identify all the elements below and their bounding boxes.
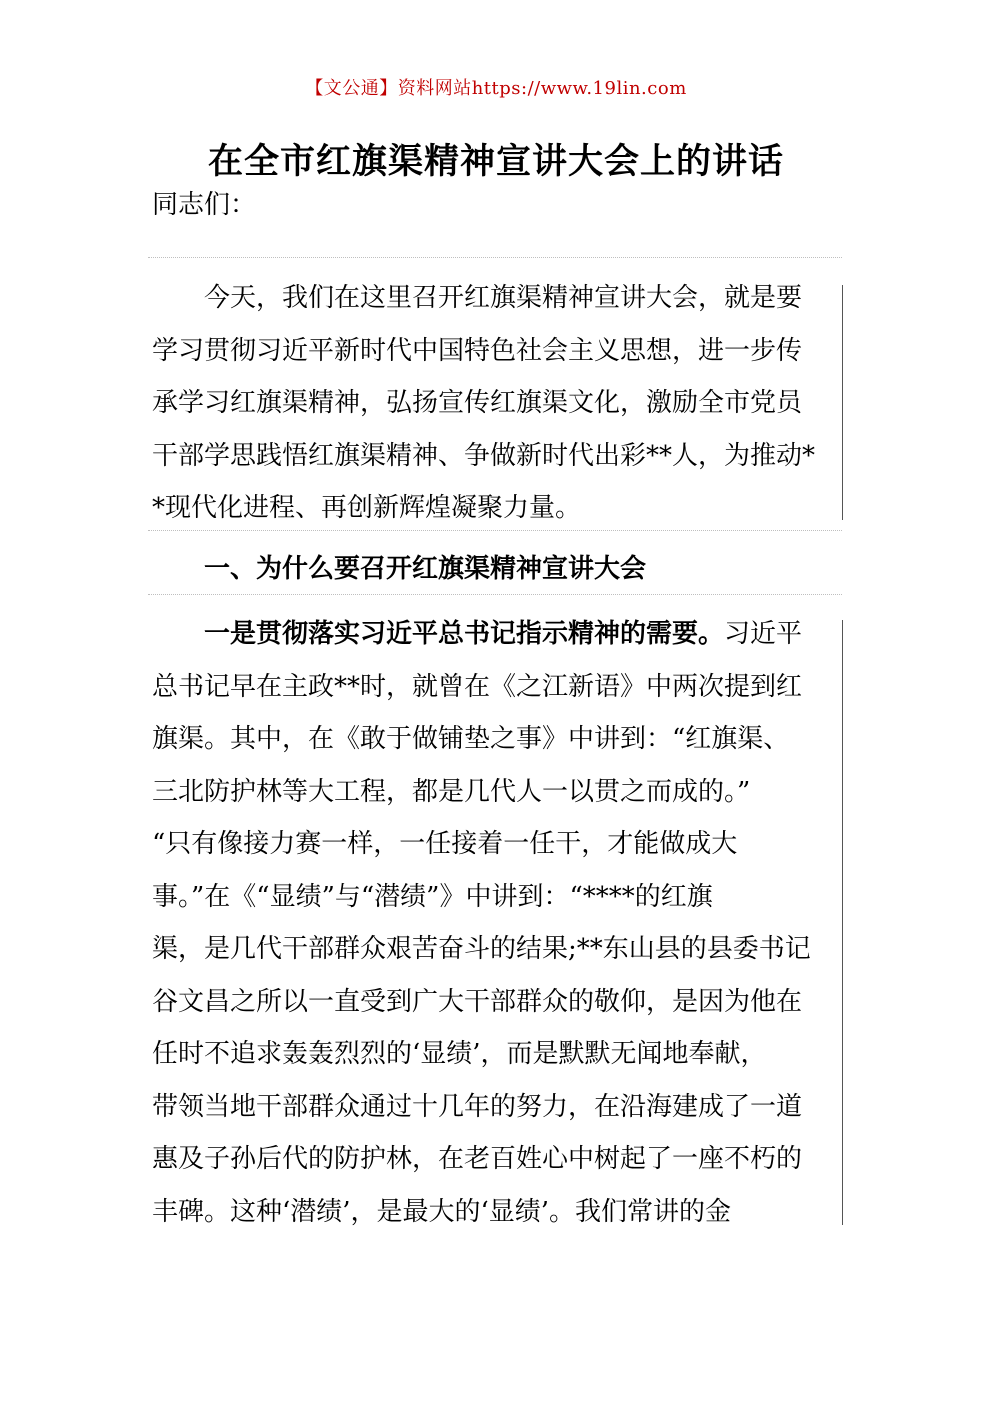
point1-line: 丰碑。这种‘潜绩’，是最大的‘显绩’。我们常讲的金 <box>152 1196 732 1227</box>
intro-paragraph <box>152 272 842 535</box>
paragraph-divider <box>148 257 842 258</box>
intro-line: 承学习红旗渠精神，弘扬宣传红旗渠文化，激励全市党员 <box>152 388 803 418</box>
point1-lead: 一是贯彻落实习近平总书记指示精神的需要。 <box>204 619 725 649</box>
document-title: 在全市红旗渠精神宣讲大会上的讲话 <box>207 141 784 182</box>
point1-line: 带领当地干部群众通过十几年的努力，在沿海建成了一道 <box>152 1091 803 1122</box>
intro-line: 干部学思践悟红旗渠精神、争做新时代出彩**人，为推动* <box>152 440 816 471</box>
point1-line: 任时不追求轰轰烈烈的‘显绩’，而是默默无闻地奉献， <box>152 1039 767 1069</box>
paragraph-divider <box>148 594 842 595</box>
paragraph-divider <box>148 530 842 531</box>
point1-line: 总书记早在主政**时，就曾在《之江新语》中两次提到红 <box>152 671 803 702</box>
point1-line: 惠及子孙后代的防护林，在老百姓心中树起了一座不朽的 <box>152 1144 803 1174</box>
greeting: 同志们： <box>152 190 257 220</box>
point1-line: 三北防护林等大工程，都是几代人一以贯之而成的。” <box>152 776 751 807</box>
intro-line: 学习贯彻习近平新时代中国特色社会主义思想，进一步传 <box>152 335 803 366</box>
intro-line: 今天，我们在这里召开红旗渠精神宣讲大会，就是要 <box>152 283 803 313</box>
margin-bar <box>842 285 843 520</box>
source-header: 【文公通】资料网站https://www.19lin.com <box>305 78 687 99</box>
point1-line: 谷文昌之所以一直受到广大干部群众的敬仰，是因为他在 <box>152 986 803 1017</box>
intro-line: *现代化进程、再创新辉煌凝聚力量。 <box>152 493 582 523</box>
section-heading: 一、为什么要召开红旗渠精神宣讲大会 <box>204 554 647 584</box>
point1-first-line-rest: 习近平 <box>724 619 803 649</box>
point1-line: 旗渠。其中，在《敢于做铺垫之事》中讲到：“红旗渠、 <box>152 724 790 754</box>
point1-first-line <box>152 608 842 661</box>
point1-line: “只有像接力赛一样，一任接着一任干，才能做成大 <box>152 829 738 859</box>
margin-bar <box>842 620 843 1225</box>
point1-paragraph <box>152 608 842 1238</box>
point1-line: 事。”在《“显绩”与“潜绩”》中讲到：“****的红旗 <box>152 881 713 912</box>
point1-line: 渠，是几代干部群众艰苦奋斗的结果;**东山县的县委书记 <box>152 934 811 964</box>
